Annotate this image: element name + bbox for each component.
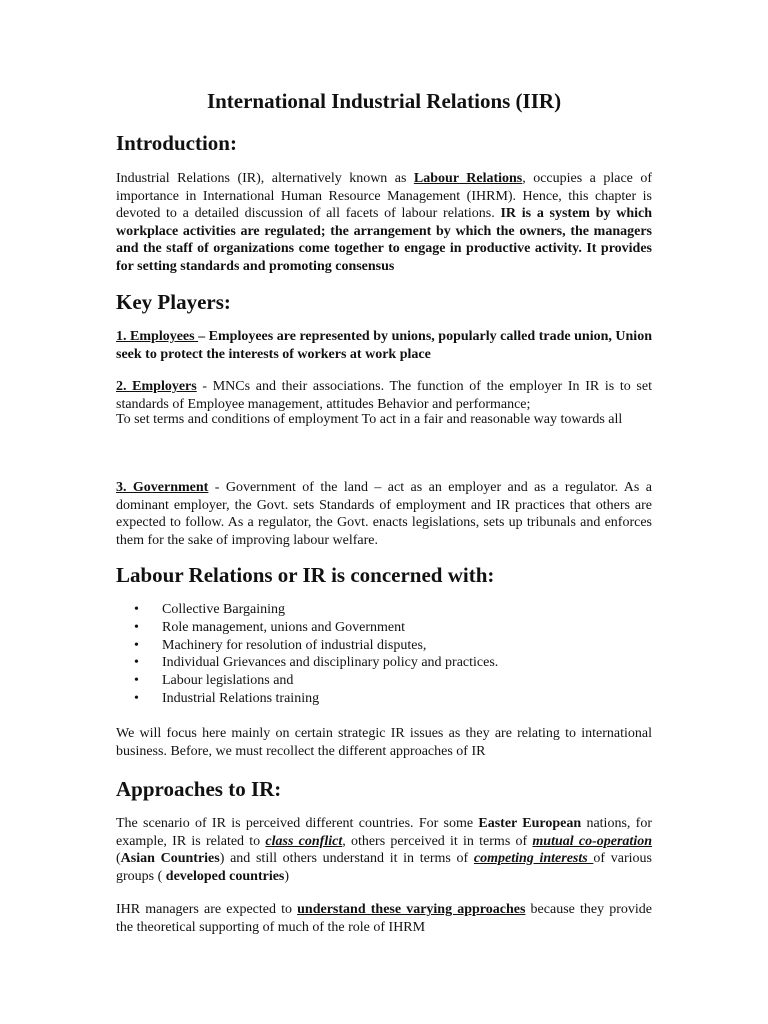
intro-text: Industrial Relations (IR), alternatively known as [116, 171, 414, 186]
approaches-text: ) and still others understand it in terms of [219, 851, 474, 866]
concerns-list [116, 601, 652, 708]
government-label: 3. Government [116, 480, 209, 495]
approaches-text: ) [284, 868, 290, 884]
approaches-paragraph [116, 815, 652, 885]
list-item: • Industrial Relations training [116, 690, 652, 708]
focus-paragraph: We will focus here mainly on certain strategic IR issues as they are relating to international business. Before, we must recollect the different approaches of IR [116, 726, 652, 759]
employers-label: 2. Employers [116, 379, 197, 394]
employees-paragraph [116, 328, 652, 363]
approaches-text: nations, for example, IR is related to [116, 816, 652, 849]
introduction-paragraph [116, 170, 652, 275]
labour-relations-term: Labour Relations [413, 171, 523, 186]
approaches-text: of various groups ( [116, 851, 652, 884]
employers-paragraph-2: To set terms and conditions of employment To act in a fair and reasonable way towards all [116, 412, 623, 427]
page-title: International Industrial Relations (IIR) [206, 89, 562, 113]
government-text: - Government of the land – act as an employer and as a regulator. As a dominant employer, the Govt. sets Standards of employment and IR practices that others are expected to follow. As a regulator, the Govt. enacts legislations, sets up tribunals and enforces them for the sake of improving labour welfare. [116, 480, 653, 548]
employers-paragraph [116, 378, 652, 413]
approaches-text: ( [116, 851, 121, 866]
labour-relations-heading: Labour Relations or IR is concerned with: [116, 563, 495, 587]
list-item: • Collective Bargaining [116, 601, 652, 619]
developed-countries-term: developed countries [165, 868, 285, 884]
class-conflict-term: class conflict [265, 833, 343, 849]
list-item: • Labour legislations and [116, 672, 652, 690]
employers-text: - MNCs and their associations. The function of the employer In IR is to set standards of Employee management, attitudes Behavior and performance; [116, 379, 652, 412]
approaches-heading: Approaches to IR: [116, 777, 282, 801]
ihr-text: because they provide the theoretical supporting of much of the role of IHRM [116, 902, 652, 935]
list-item: • Role management, unions and Government [116, 619, 652, 637]
asian-countries-term: Asian Countries [120, 851, 220, 866]
employees-label: 1. Employees [116, 329, 199, 344]
mutual-cooperation-term: mutual co-operation [532, 833, 653, 849]
varying-approaches-term: understand these varying approaches [297, 902, 526, 917]
list-item: • Individual Grievances and disciplinary policy and practices. [116, 654, 652, 672]
government-paragraph [116, 479, 652, 549]
list-item: • Machinery for resolution of industrial disputes, [116, 637, 652, 655]
approaches-text: , others perceived it in terms of [342, 833, 533, 849]
competing-interests-term: competing interests [473, 851, 594, 866]
employees-text: – Employees are represented by unions, popularly called trade union, Union seek to protect the interests of workers at work place [116, 329, 652, 362]
approaches-text: The scenario of IR is perceived different countries. For some [116, 816, 479, 831]
key-players-heading: Key Players: [116, 290, 231, 314]
intro-text-continued: , occupies a place of importance in International Human Resource Management (IHRM). Hence, this chapter is devoted to a detailed discussion of all facets of labour relations. [116, 171, 653, 221]
ihr-managers-paragraph [116, 901, 652, 936]
ihr-text: IHR managers are expected to [116, 902, 298, 917]
introduction-heading: Introduction: [116, 131, 237, 155]
ir-definition: IR is a system by which workplace activities are regulated; the arrangement by which the owners, the managers and the staff of organizations come together to engage in productive activity. It provides for setting standards and promoting consensus [116, 206, 652, 274]
easter-european-term: Easter European [478, 816, 582, 831]
